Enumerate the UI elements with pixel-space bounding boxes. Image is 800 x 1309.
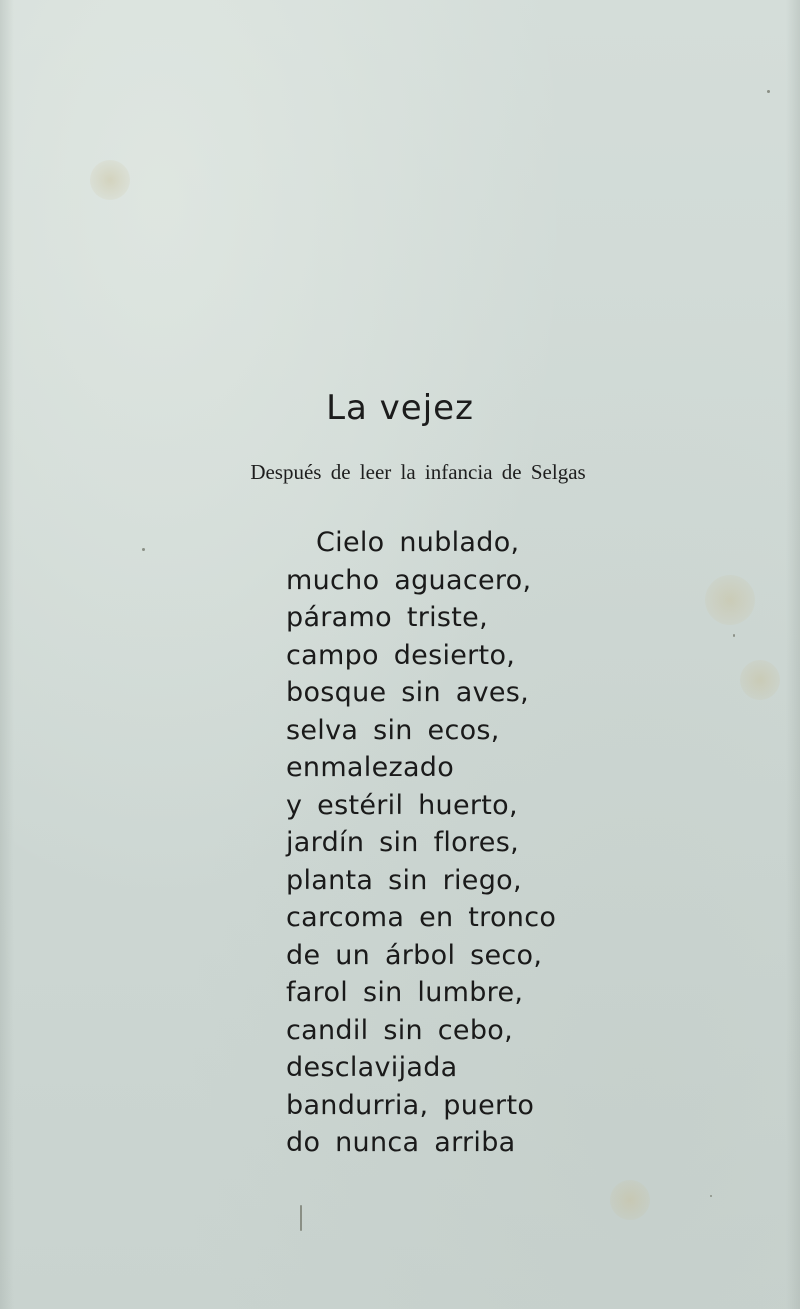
- poem-line: candil sin cebo,: [286, 1014, 513, 1046]
- poem-line: bosque sin aves,: [286, 677, 530, 708]
- page-right-edge-shadow: [786, 0, 800, 1309]
- poem-line: Cielo nublado,: [316, 527, 520, 558]
- poem-line: farol sin lumbre,: [286, 977, 524, 1008]
- poem-line: planta sin riego,: [286, 864, 522, 896]
- poem-line: campo desierto,: [286, 639, 516, 671]
- poem-line: bandurria, puerto: [286, 1089, 535, 1121]
- paper-speck: [733, 634, 735, 637]
- paper-speck: [142, 548, 145, 551]
- poem-subtitle: Después de leer la infancia de Selgas: [250, 460, 586, 484]
- poem-title: La vejez: [326, 388, 474, 428]
- paper-speck: [300, 1205, 302, 1231]
- poem-line: de un árbol seco,: [286, 939, 543, 971]
- paper-stain: [90, 160, 130, 200]
- poem-line: enmalezado: [286, 752, 455, 783]
- paper-stain: [740, 660, 780, 700]
- page-left-edge-shadow: [0, 0, 14, 1309]
- poem-line: mucho aguacero,: [286, 564, 532, 596]
- paper-stain: [705, 575, 755, 625]
- paper-speck: [710, 1195, 712, 1197]
- paper-stain: [610, 1180, 650, 1220]
- poem-line: jardín sin flores,: [286, 827, 519, 858]
- poem-line: selva sin ecos,: [286, 714, 500, 746]
- poem-line: do nunca arriba: [286, 1127, 516, 1158]
- poem-body: [286, 524, 556, 1162]
- poem-line: páramo triste,: [286, 602, 488, 633]
- poem-line: carcoma en tronco: [286, 902, 557, 933]
- poem-line: desclavijada: [286, 1052, 458, 1083]
- paper-speck: [767, 90, 770, 93]
- poem-line: y estéril huerto,: [286, 789, 518, 821]
